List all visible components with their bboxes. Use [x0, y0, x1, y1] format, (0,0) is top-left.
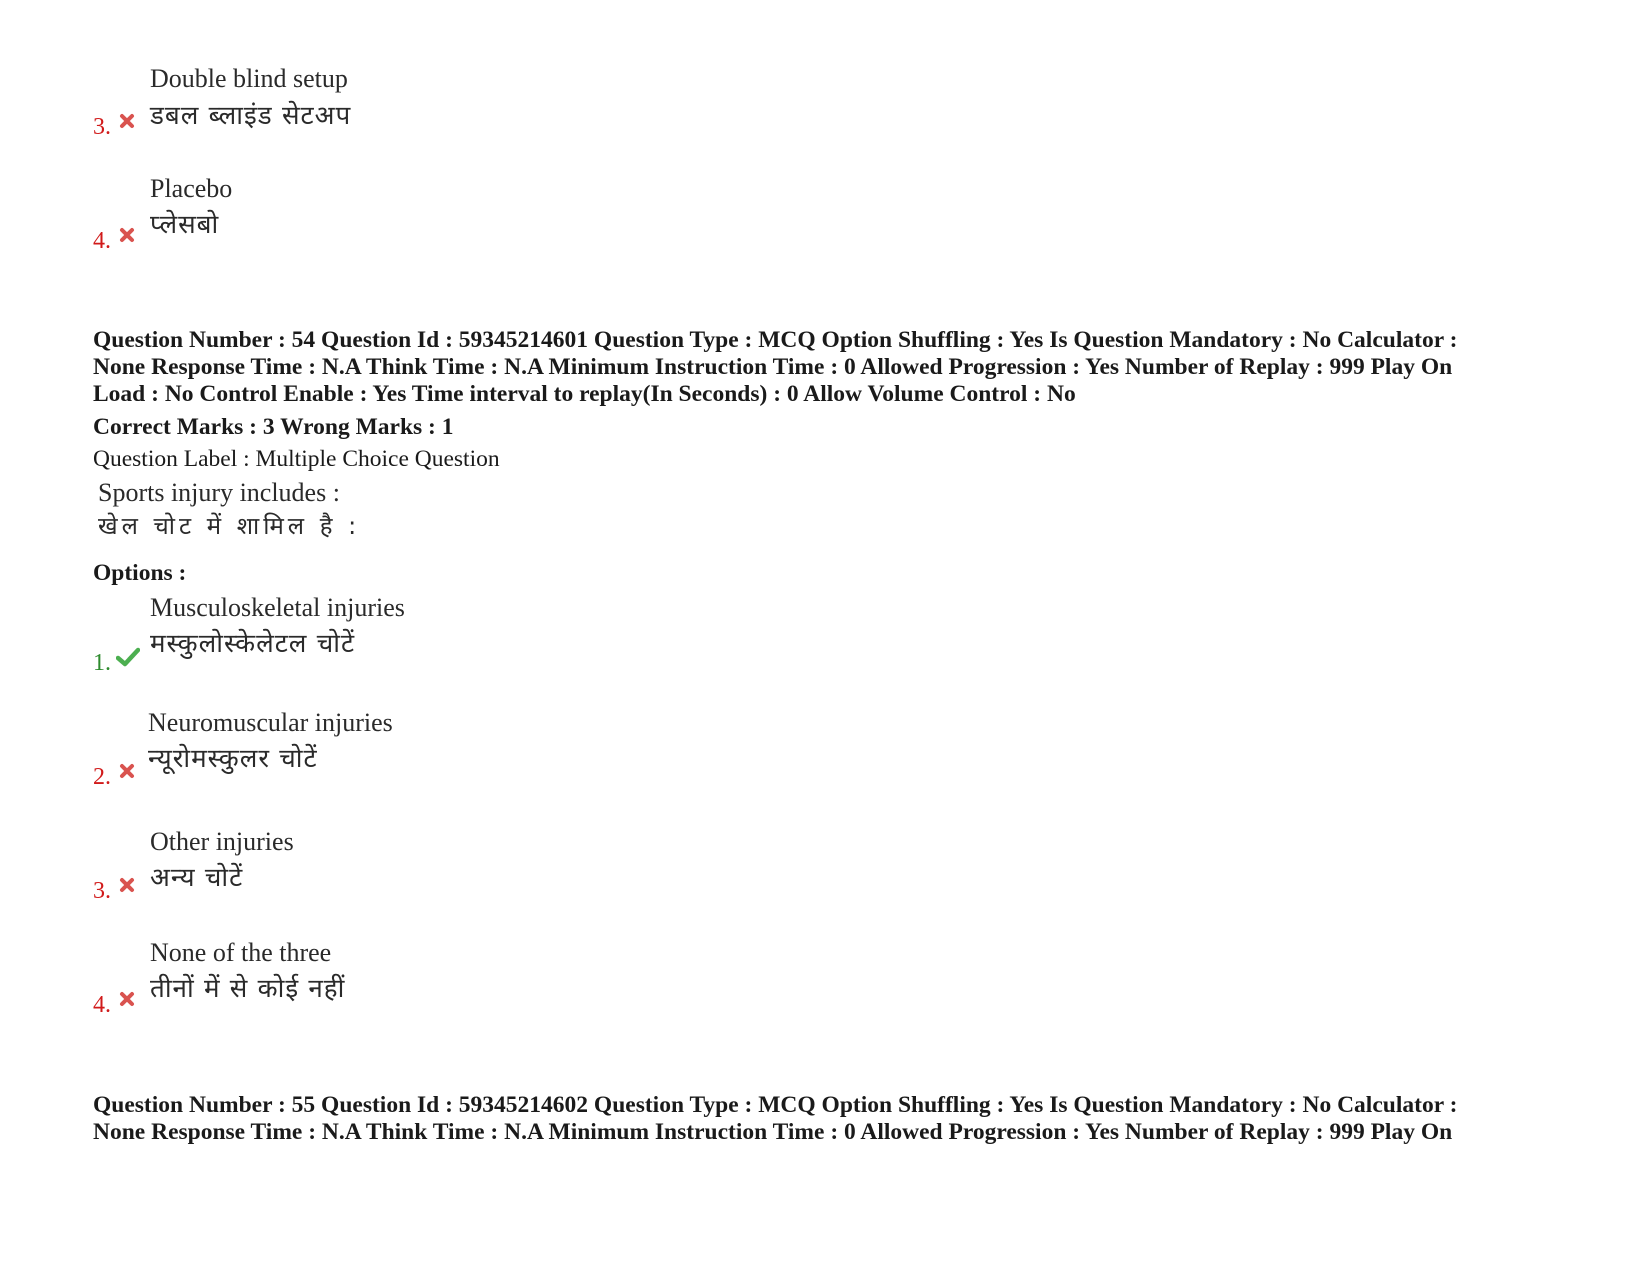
option-text-hi: मस्कुलोस्केलेटल चोटें: [150, 629, 356, 659]
option-text-en: Double blind setup: [150, 64, 348, 93]
option-text-en: None of the three: [150, 938, 332, 967]
option-text-hi: डबल ब्लाइंड सेटअप: [150, 101, 352, 131]
question-meta-line: Question Number : 55 Question Id : 59345214602 Question Type : MCQ Option Shuffling : Yes Is Question Mandatory : No Calculator :: [93, 1092, 1458, 1118]
option-number: 3.: [93, 114, 111, 140]
question-meta-line: Question Number : 54 Question Id : 59345214601 Question Type : MCQ Option Shuffling : Yes Is Question Mandatory : No Calculator :: [93, 327, 1458, 353]
options-heading: Options :: [93, 560, 187, 586]
option-number: 4.: [93, 992, 111, 1018]
option-text-hi: प्लेसबो: [150, 210, 220, 240]
question-text-en: Sports injury includes :: [98, 478, 340, 507]
option-text-hi: तीनों में से कोई नहीं: [150, 974, 346, 1004]
check-icon: [116, 647, 140, 667]
cross-icon: [119, 227, 135, 243]
option-text-en: Placebo: [150, 174, 233, 203]
question-meta-line: None Response Time : N.A Think Time : N.A Minimum Instruction Time : 0 Allowed Progression : Yes Number of Replay : 999 Play On: [93, 1119, 1453, 1145]
cross-icon: [119, 763, 135, 779]
option-text-hi: न्यूरोमस्कुलर चोटें: [148, 744, 318, 774]
question-meta-line: Load : No Control Enable : Yes Time interval to replay(In Seconds) : 0 Allow Volume Control : No: [93, 381, 1076, 407]
option-number: 2.: [93, 764, 111, 790]
option-number: 1.: [93, 650, 111, 676]
option-text-en: Neuromuscular injuries: [148, 708, 393, 737]
option-text-en: Other injuries: [150, 827, 294, 856]
marks-line: Correct Marks : 3 Wrong Marks : 1: [93, 414, 454, 440]
cross-icon: [119, 991, 135, 1007]
question-text-hi: खेल चोट में शामिल है :: [98, 512, 361, 540]
option-number: 3.: [93, 878, 111, 904]
cross-icon: [119, 113, 135, 129]
option-text-en: Musculoskeletal injuries: [150, 593, 405, 622]
option-number: 4.: [93, 228, 111, 254]
question-meta-line: None Response Time : N.A Think Time : N.A Minimum Instruction Time : 0 Allowed Progression : Yes Number of Replay : 999 Play On: [93, 354, 1453, 380]
option-text-hi: अन्य चोटें: [150, 863, 244, 893]
question-label: Question Label : Multiple Choice Question: [93, 446, 500, 472]
cross-icon: [119, 877, 135, 893]
